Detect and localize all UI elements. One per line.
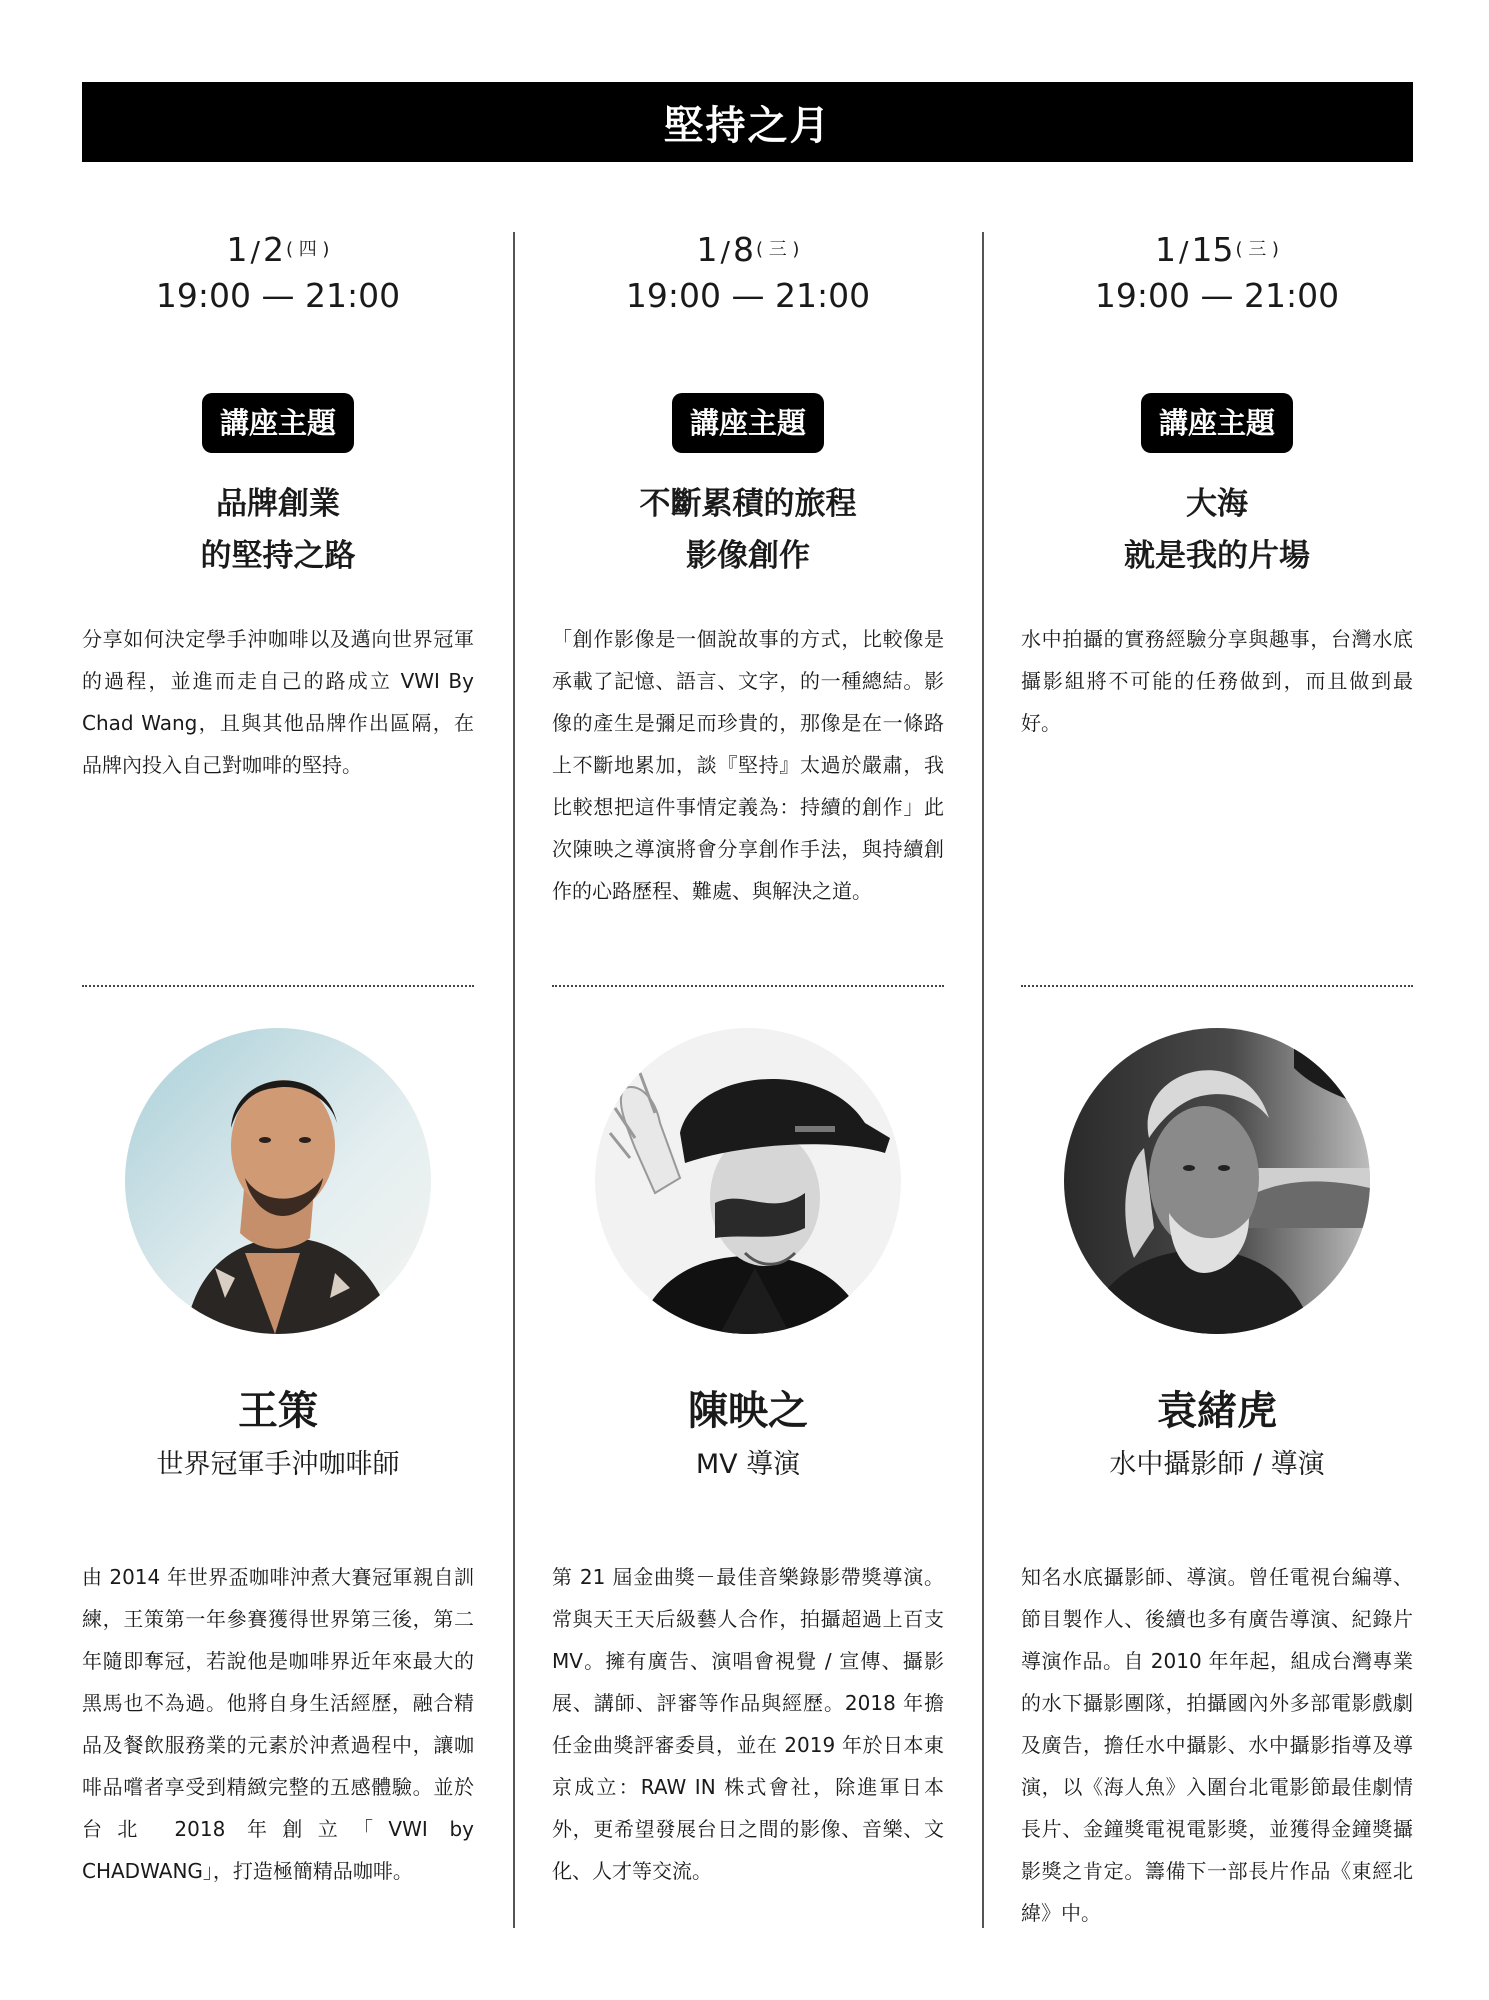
date-month: 1 [226,230,248,269]
lecture-topic [552,478,944,582]
speaker-bio: 第 21 屆金曲獎－最佳音樂錄影帶獎導演。常與天王天后級藝人合作，拍攝超過上百支 MV。擁有廣告、演唱會視覺 / 宣傳、攝影展、講師、評審等作品與經歷。2018 年擔任金曲獎評審委員，並在 2019 年於日本東京成立：RAW IN 株式會社，除進軍日本外，更希望發展台日之間的影像、音樂、文化、人才等交流。 [552,1565,944,1883]
speaker-role: 水中攝影師 / 導演 [1109,1449,1325,1480]
column-divider [513,232,515,1928]
lecture-topic [1021,478,1413,582]
speaker-name: 王策 [238,1388,318,1434]
lecture-date [1021,228,1413,318]
speaker-portrait-image [1064,1028,1370,1334]
lecture-date [82,228,474,318]
date-separator: / [720,235,730,268]
speaker-bio: 知名水底攝影師、導演。曾任電視台編導、節目製作人、後續也多有廣告導演、紀錄片導演作品。自 2010 年年起，組成台灣專業的水下攝影團隊，拍攝國內外多部電影戲劇及廣告，擔任水中攝影、水中攝影指導及導演，以《海人魚》入圍台北電影節最佳劇情長片、金鐘獎電視電影獎，並獲得金鐘獎攝影獎之肯定。籌備下一部長片作品《東經北緯》中。 [1021,1565,1413,1925]
topic-badge: 講座主題 [202,393,354,453]
topic-line: 的堅持之路 [200,538,356,574]
dotted-divider [82,985,474,987]
dotted-divider [1021,985,1413,987]
speaker-name: 袁緒虎 [1157,1388,1277,1434]
dotted-divider [552,985,944,987]
lecture-description: 分享如何決定學手沖咖啡以及邁向世界冠軍的過程，並進而走自己的路成立 VWI By Chad Wang，且與其他品牌作出區隔，在品牌內投入自己對咖啡的堅持。 [82,627,474,777]
lecture-description: 水中拍攝的實務經驗分享與趣事，台灣水底攝影組將不可能的任務做到，而且做到最好。 [1021,627,1413,735]
lecture-time: 19:00 — 21:00 [155,276,401,315]
date-day: 2 [262,230,284,269]
topic-badge: 講座主題 [1141,393,1293,453]
lecture-date [552,228,944,318]
lecture-column-2 [552,0,944,2000]
date-month: 1 [1155,230,1177,269]
date-day: 8 [732,230,754,269]
topic-line: 影像創作 [686,538,810,574]
speaker-photo [125,1028,431,1334]
lecture-topic [82,478,474,582]
speaker-name: 陳映之 [688,1388,808,1434]
lecture-column-1 [82,0,474,2000]
topic-badge: 講座主題 [672,393,824,453]
page-title: 堅持之月 [663,102,832,149]
speaker-portrait-image [125,1028,431,1334]
topic-line: 品牌創業 [216,486,340,522]
topic-line: 大海 [1186,486,1248,522]
topic-line: 不斷累積的旅程 [639,486,857,522]
column-divider [982,232,984,1928]
speaker-photo [1064,1028,1370,1334]
speaker-role: 世界冠軍手沖咖啡師 [156,1449,400,1480]
lecture-description: 「創作影像是一個說故事的方式，比較像是承載了記憶、語言、文字，的一種總結。影像的產生是彌足而珍貴的，那像是在一條路上不斷地累加，談『堅持』太過於嚴肅，我比較想把這件事情定義為：持續的創作」此次陳映之導演將會分享創作手法，與持續創作的心路歷程、難處、與解決之道。 [552,627,944,903]
speaker-role: MV 導演 [695,1449,801,1480]
speaker-photo [595,1028,901,1334]
date-weekday: ( 三 ) [1235,239,1279,260]
date-separator: / [1179,235,1189,268]
date-day: 15 [1191,230,1234,269]
date-separator: / [250,235,260,268]
speaker-bio: 由 2014 年世界盃咖啡沖煮大賽冠軍親自訓練，王策第一年參賽獲得世界第三後，第二年隨即奪冠，若說他是咖啡界近年來最大的黑馬也不為過。他將自身生活經歷，融合精品及餐飲服務業的元素於沖煮過程中，讓咖啡品嚐者享受到精緻完整的五感體驗。並於台北 2018 年創立「VWI by CHADWANG」，打造極簡精品咖啡。 [82,1565,474,1883]
lecture-time: 19:00 — 21:00 [625,276,871,315]
date-weekday: ( 四 ) [285,239,330,260]
topic-line: 就是我的片場 [1124,538,1310,574]
date-month: 1 [696,230,718,269]
lecture-time: 19:00 — 21:00 [1094,276,1340,315]
lecture-column-3 [1021,0,1413,2000]
speaker-portrait-image [595,1028,901,1334]
date-weekday: ( 三 ) [755,239,800,260]
